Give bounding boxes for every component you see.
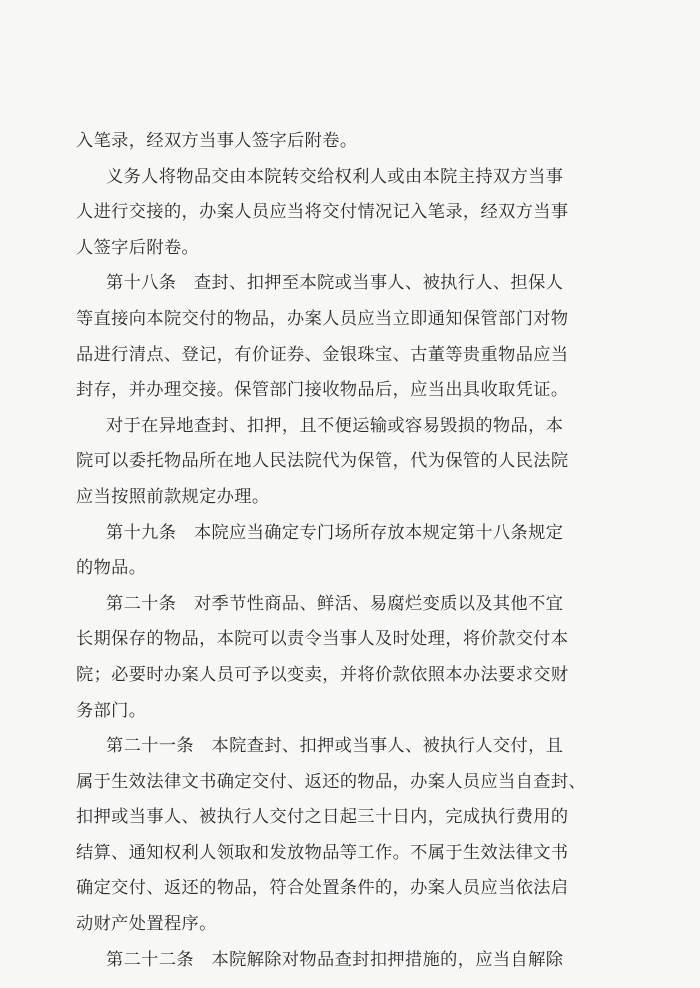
text-line: 对于在异地查封、扣押，且不便运输或容易毁损的物品，本 (106, 415, 564, 436)
text-line: 第十八条 查封、扣押至本院或当事人、被执行人、担保人 (106, 273, 564, 294)
text-line: 确定交付、返还的物品，符合处置条件的，办案人员应当依法启 (76, 878, 569, 899)
document-body (76, 124, 587, 978)
text-line: 务部门。 (76, 700, 147, 721)
text-line: 结算、通知权利人领取和发放物品等工作。不属于生效法律文书 (76, 842, 569, 863)
text-line: 扣押或当事人、被执行人交付之日起三十日内，完成执行费用的 (76, 807, 569, 828)
text-line: 封存，并办理交接。保管部门接收物品后，应当出具收取凭证。 (76, 380, 569, 401)
text-line: 第十九条 本院应当确定专门场所存放本规定第十八条规定 (106, 522, 564, 543)
text-line: 人签字后附卷。 (76, 237, 200, 258)
text-line: 品进行清点、登记，有价证券、金银珠宝、古董等贵重物品应当 (76, 344, 569, 365)
text-line: 属于生效法律文书确定交付、返还的物品，办案人员应当自查封、 (76, 771, 587, 792)
text-line: 第二十一条 本院查封、扣押或当事人、被执行人交付，且 (106, 736, 564, 757)
text-line: 第二十条 对季节性商品、鲜活、易腐烂变质以及其他不宜 (106, 593, 564, 614)
text-line: 入笔录，经双方当事人签字后附卷。 (76, 131, 358, 151)
text-line: 的物品。 (76, 558, 147, 579)
text-line: 动财产处置程序。 (76, 914, 217, 935)
text-line: 义务人将物品交由本院转交给权利人或由本院主持双方当事 (106, 166, 564, 187)
text-line: 人进行交接的，办案人员应当将交付情况记入笔录，经双方当事 (76, 202, 569, 223)
text-line: 院；必要时办案人员可予以变卖，并将价款依照本办法要求交财 (76, 664, 569, 685)
text-line: 第二十二条 本院解除对物品查封扣押措施的，应当自解除 (106, 949, 564, 970)
text-line: 应当按照前款规定办理。 (76, 486, 270, 507)
text-line: 院可以委托物品所在地人民法院代为保管，代为保管的人民法院 (76, 451, 569, 472)
text-line: 等直接向本院交付的物品，办案人员应当立即通知保管部门对物 (76, 308, 569, 329)
text-line: 长期保存的物品，本院可以责令当事人及时处理，将价款交付本 (76, 629, 569, 650)
